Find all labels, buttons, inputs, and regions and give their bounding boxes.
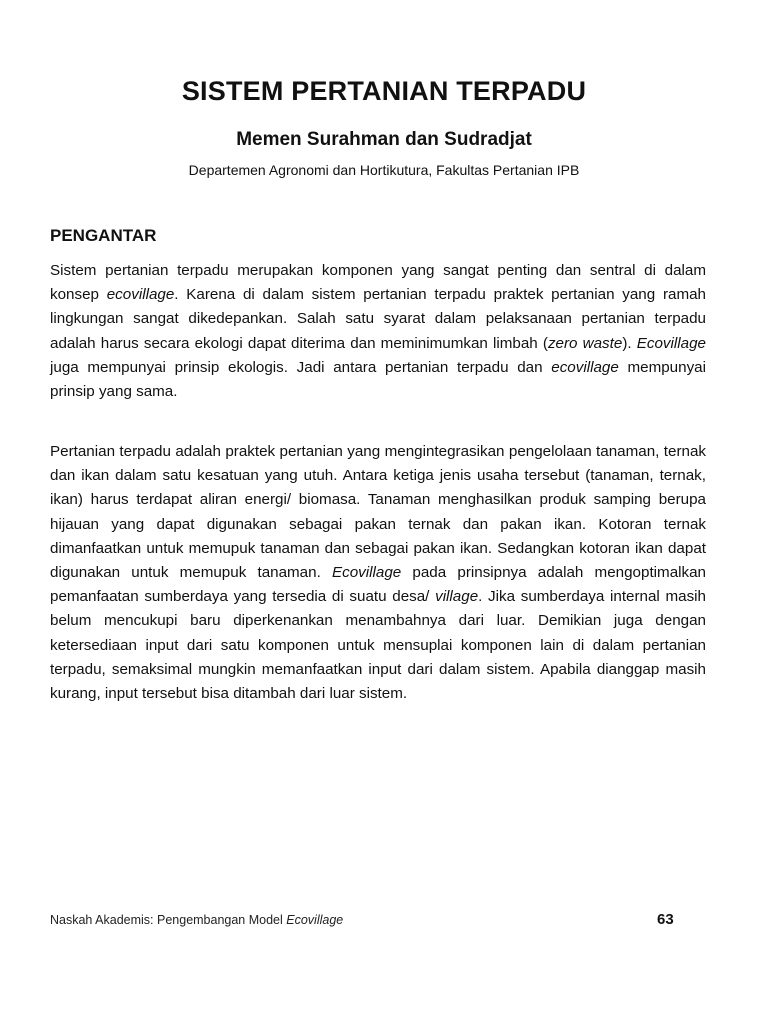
italic-term: village [435, 588, 479, 606]
footer-text: Naskah Akademis: Pengembangan Model [50, 913, 287, 927]
text-span: . Karena di dalam sistem pertanian terpadu praktek pertanian yang ramah lingkungan sangat dikedepankan. Salah satu syarat dalam pelaksanaan pertanian terpadu adalah harus secara ekologi dapat diterima dan meminimumkan limbah ( [50, 286, 706, 352]
italic-term: ecovillage [551, 358, 619, 376]
affiliation: Departemen Agronomi dan Hortikutura, Fakultas Pertanian IPB [188, 162, 580, 178]
text-span: juga mempunyai prinsip ekologis. Jadi antara pertanian terpadu dan [50, 358, 552, 376]
page-number: 63 [657, 911, 674, 928]
authors: Memen Surahman dan Sudradjat [236, 129, 532, 150]
text-span: Sistem pertanian terpadu merupakan komponen yang sangat penting dan sentral di dalam konsep [50, 262, 706, 304]
paragraph-2 [50, 440, 706, 706]
text-span: Pertanian terpadu adalah praktek pertanian yang mengintegrasikan pengelolaan tanaman, ternak dan ikan dalam satu kesatuan yang utuh. Antara ketiga jenis usaha tersebut (tanaman, ternak, ikan) harus terdapat aliran energi/ biomasa. Tanaman menghasilkan produk samping berupa hijauan yang dapat digunakan sebagai pakan ternak dan pakan ikan. Kotoran ternak dimanfaatkan untuk memupuk tanaman dan sebagai pakan ikan. Sedangkan kotoran ikan dapat digunakan untuk memupuk tanaman. [50, 443, 706, 582]
italic-term: zero waste [547, 334, 623, 352]
page-title: SISTEM PERTANIAN TERPADU [181, 76, 587, 106]
section-heading: PENGANTAR [50, 226, 157, 245]
running-footer [50, 913, 343, 927]
text-span: mempunyai prinsip yang sama. [50, 358, 706, 401]
text-span: pada prinsipnya adalah mengoptimalkan pemanfaatan sumberdaya yang tersedia di suatu desa/ [50, 564, 706, 606]
italic-term: Ecovillage [636, 334, 706, 352]
italic-term: ecovillage [106, 286, 175, 304]
text-span: . Jika sumberdaya internal masih belum mencukupi baru diperkenankan menambahnya dari luar. Demikian juga dengan ketersediaan input dari satu komponen untuk mensuplai komponen lain di dalam pertanian terpadu, semaksimal mungkin memanfaatkan input dari dalam sistem. Apabila dianggap masih kurang, input tersebut bisa ditambah dari luar sistem. [50, 588, 706, 703]
footer-italic: Ecovillage [286, 913, 344, 927]
text-span: ). [622, 334, 637, 352]
paragraph-1 [50, 259, 706, 404]
italic-term: Ecovillage [331, 564, 402, 582]
